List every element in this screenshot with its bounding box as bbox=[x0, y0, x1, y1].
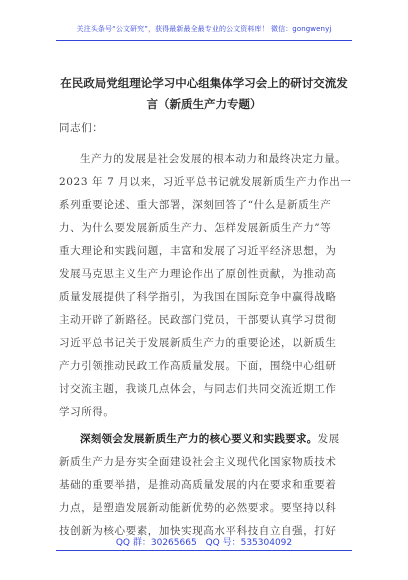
document-title-line-2: 言（新质生产力专题） bbox=[146, 97, 262, 111]
paragraph-lead-line bbox=[59, 428, 351, 451]
paragraph-line: 系列重要论述、重大部署，深刻回答了“什么是新质生产 bbox=[59, 199, 332, 211]
paragraph-line: 力点，是塑造发展新动能新优势的必然要求。要坚持以科 bbox=[59, 502, 337, 514]
paragraph-line: 重大理论和实践问题，丰富和发展了习近平经济思想，为 bbox=[59, 245, 337, 257]
paragraph-line: 技创新为核心要素，加快实现高水平科技自立自强，打好 bbox=[59, 525, 337, 537]
paragraph-line: 2023 年 7 月以来，习近平总书记就发展新质生产力作出一 bbox=[59, 176, 352, 188]
paragraph-line: 习近平总书记关于发展新质生产力的重要论述，以新质生 bbox=[59, 337, 337, 349]
footer-qq-group: QQ 群：30265665 bbox=[115, 538, 197, 548]
header-banner: 关注头条号“公文研究”，获得最新最全最专业的公文资料库！ 微信：gongwenyj bbox=[76, 25, 332, 33]
footer-qq-number: QQ 号：535304092 bbox=[205, 538, 293, 548]
section-heading: 深刻领会发展新质生产力的核心要义和实践要求。 bbox=[80, 433, 318, 445]
paragraph-line: 发展马克思主义生产力理论作出了原创性贡献，为推动高 bbox=[59, 268, 337, 280]
paragraph-line: 新质生产力是夯实全面建设社会主义现代化国家物质技术 bbox=[59, 456, 337, 468]
document-title bbox=[56, 73, 352, 115]
paragraph-line: 学习所得。 bbox=[59, 406, 115, 418]
paragraph-line: 力、为什么要发展新质生产力、怎样发展新质生产力”等 bbox=[59, 222, 332, 234]
header-divider bbox=[56, 40, 352, 41]
paragraph-2 bbox=[59, 428, 351, 543]
document-title-line-1: 在民政局党组理论学习中心组集体学习会上的研讨交流发 bbox=[60, 76, 348, 90]
document-body bbox=[59, 117, 351, 543]
paragraph-line: 基础的重要举措，是推动高质量发展的内在要求和重要着 bbox=[59, 479, 337, 491]
paragraph-line: 产力引领推动民政工作高质量发展。下面，围绕中心组研 bbox=[59, 360, 337, 372]
footer-divider bbox=[56, 550, 352, 551]
paragraph-line: 质量发展提供了科学指引，为我国在国际竞争中赢得战略 bbox=[59, 291, 337, 303]
salutation: 同志们： bbox=[59, 122, 104, 134]
footer-contact bbox=[0, 535, 408, 548]
paragraph-line: 主动开辟了新路径。民政部门党员，干部要认真学习贯彻 bbox=[59, 314, 337, 326]
paragraph-lead-tail: 发展 bbox=[317, 433, 340, 445]
paragraph-1 bbox=[59, 148, 351, 424]
paragraph-line: 生产力的发展是社会发展的根本动力和最终决定力量。 bbox=[80, 153, 347, 165]
paragraph-line: 讨交流主题，我谈几点体会，与同志们共同交流近期工作 bbox=[59, 383, 337, 395]
